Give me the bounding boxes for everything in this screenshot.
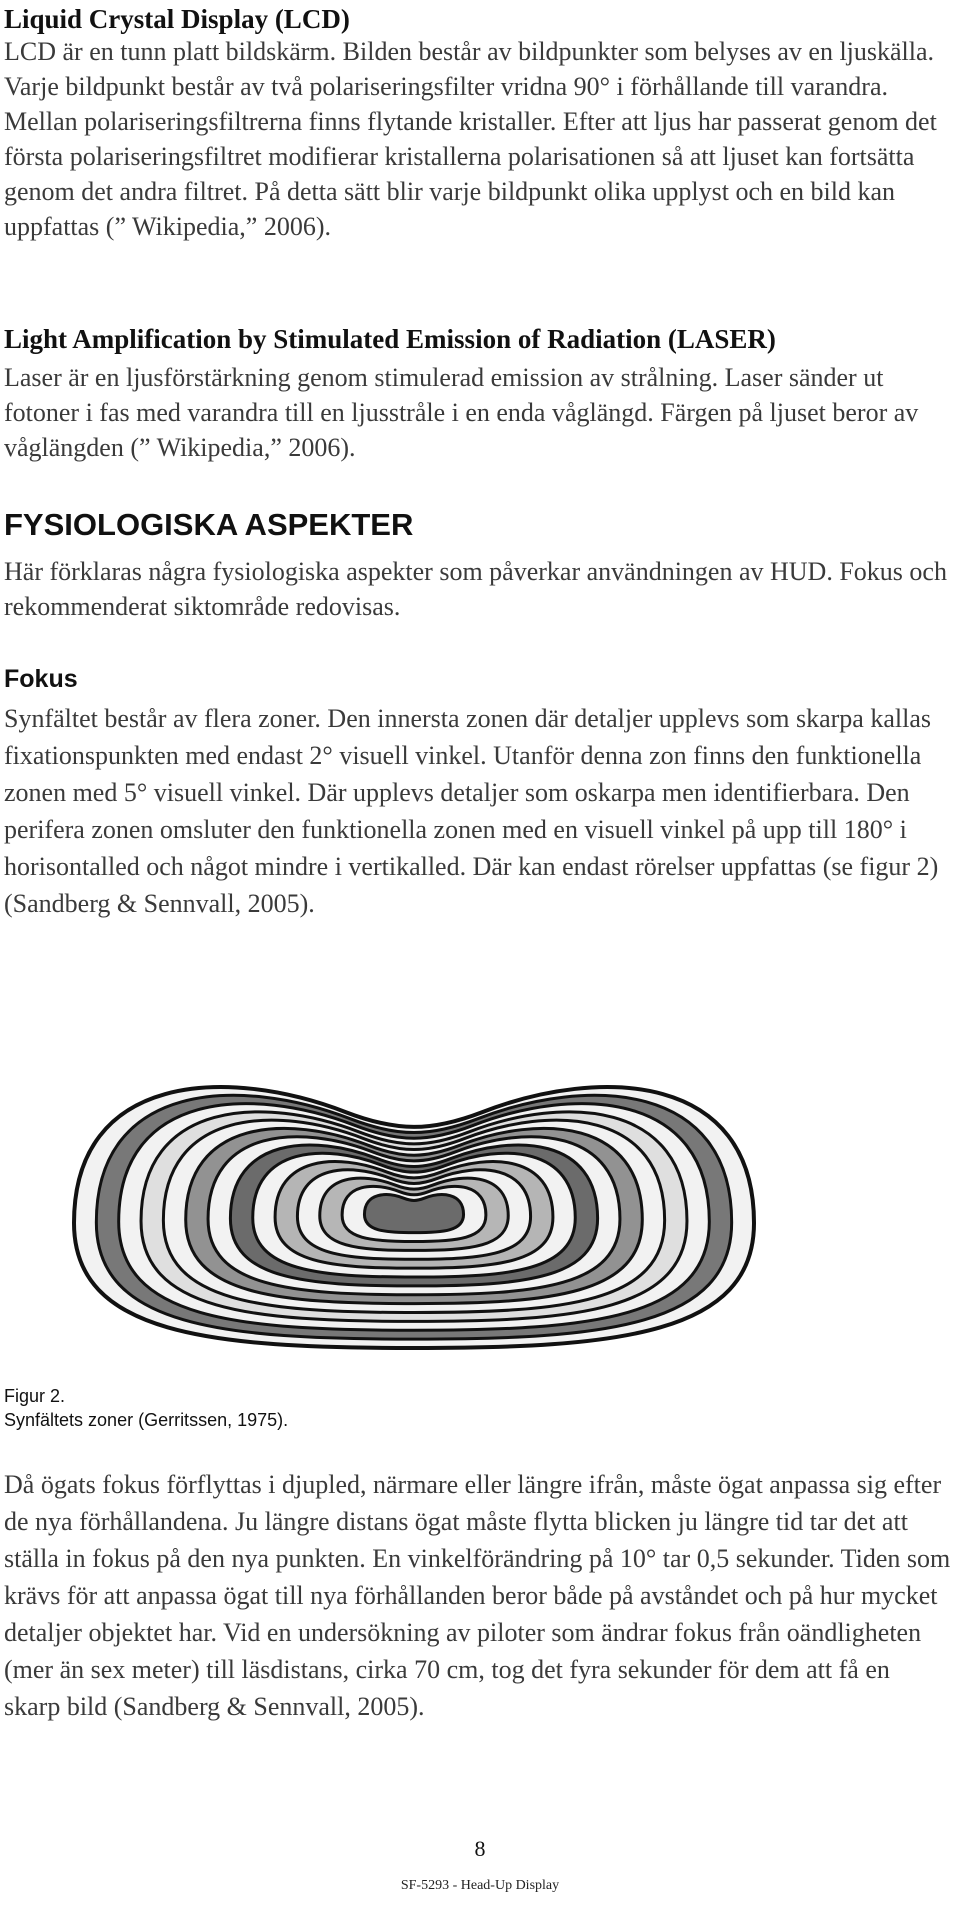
- fysiologi-heading: FYSIOLOGISKA ASPEKTER: [4, 507, 414, 542]
- section-laser: [4, 324, 952, 465]
- visual-zone-ring: [364, 1195, 463, 1233]
- section-fokus-continued: [4, 1466, 952, 1725]
- page-footer: SF-5293 - Head-Up Display: [400, 1878, 560, 1893]
- lcd-heading: Liquid Crystal Display (LCD): [4, 4, 350, 34]
- section-lcd: [4, 4, 952, 244]
- fokus2-paragraph: Då ögats fokus förflyttas i djupled, närmare eller längre ifrån, måste ögat anpassa sig efter de nya förhållandena. Ju längre distans ögat måste flytta blicken ju längre tid tar det att ställa in fokus på den nya punkten. En vinkelförändring på 10° tar 0,5 sekunder. Tiden som krävs för att anpassa ögat till nya förhållanden beror både på avståndet och på hur mycket detaljer objektet har. Vid en undersökning av piloter som ändrar fokus från oändligheten (mer än sex meter) till läsdistans, cirka 70 cm, tog det fyra sekunder för dem att få en skarp bild (Sandberg & Sennvall, 2005).: [4, 1470, 951, 1721]
- figure-label: Figur 2.: [4, 1386, 66, 1406]
- page-number: 8: [474, 1836, 486, 1861]
- fysiologi-paragraph: Här förklaras några fysiologiska aspekter som påverkar användningen av HUD. Fokus och rekommenderat siktområde redovisas.: [4, 557, 947, 621]
- visual-field-zones-figure: [66, 1055, 762, 1355]
- laser-heading: Light Amplification by Stimulated Emission of Radiation (LASER): [4, 324, 776, 354]
- fokus-heading: Fokus: [4, 665, 78, 693]
- lcd-paragraph: LCD är en tunn platt bildskärm. Bilden består av bildpunkter som belyses av en ljuskälla. Varje bildpunkt består av två polariseringsfilter vridna 90° i förhållande till varandra. Mellan polariseringsfiltrerna finns flytande kristaller. Efter att ljus har passerat genom det första polariseringsfiltret modifierar kristallerna polarisationen så att ljuset kan fortsätta genom det andra filtret. På detta sätt blir varje bildpunkt olika upplyst och en bild kan uppfattas (” Wikipedia,” 2006).: [4, 37, 937, 241]
- figure-caption: Synfältets zoner (Gerritssen, 1975).: [4, 1410, 289, 1430]
- fokus-paragraph: Synfältet består av flera zoner. Den innersta zonen där detaljer upplevs som skarpa kallas fixationspunkten med endast 2° visuell vinkel. Utanför denna zon finns den funktionella zonen med 5° visuell vinkel. Där upplevs detaljer som oskarpa men identifierbara. Den perifera zonen omsluter den funktionella zonen med en visuell vinkel på upp till 180° i horisontalled och något mindre i vertikalled. Där kan endast rörelser uppfattas (se figur 2) (Sandberg & Sennvall, 2005).: [4, 704, 939, 918]
- laser-paragraph: Laser är en ljusförstärkning genom stimulerad emission av strålning. Laser sänder ut fotoner i fas med varandra till en ljusstråle i en enda våglängd. Färgen på ljuset beror av våglängden (” Wikipedia,” 2006).: [4, 363, 919, 462]
- section-fokus: [4, 664, 952, 922]
- section-fysiologiska-aspekter: [4, 508, 952, 624]
